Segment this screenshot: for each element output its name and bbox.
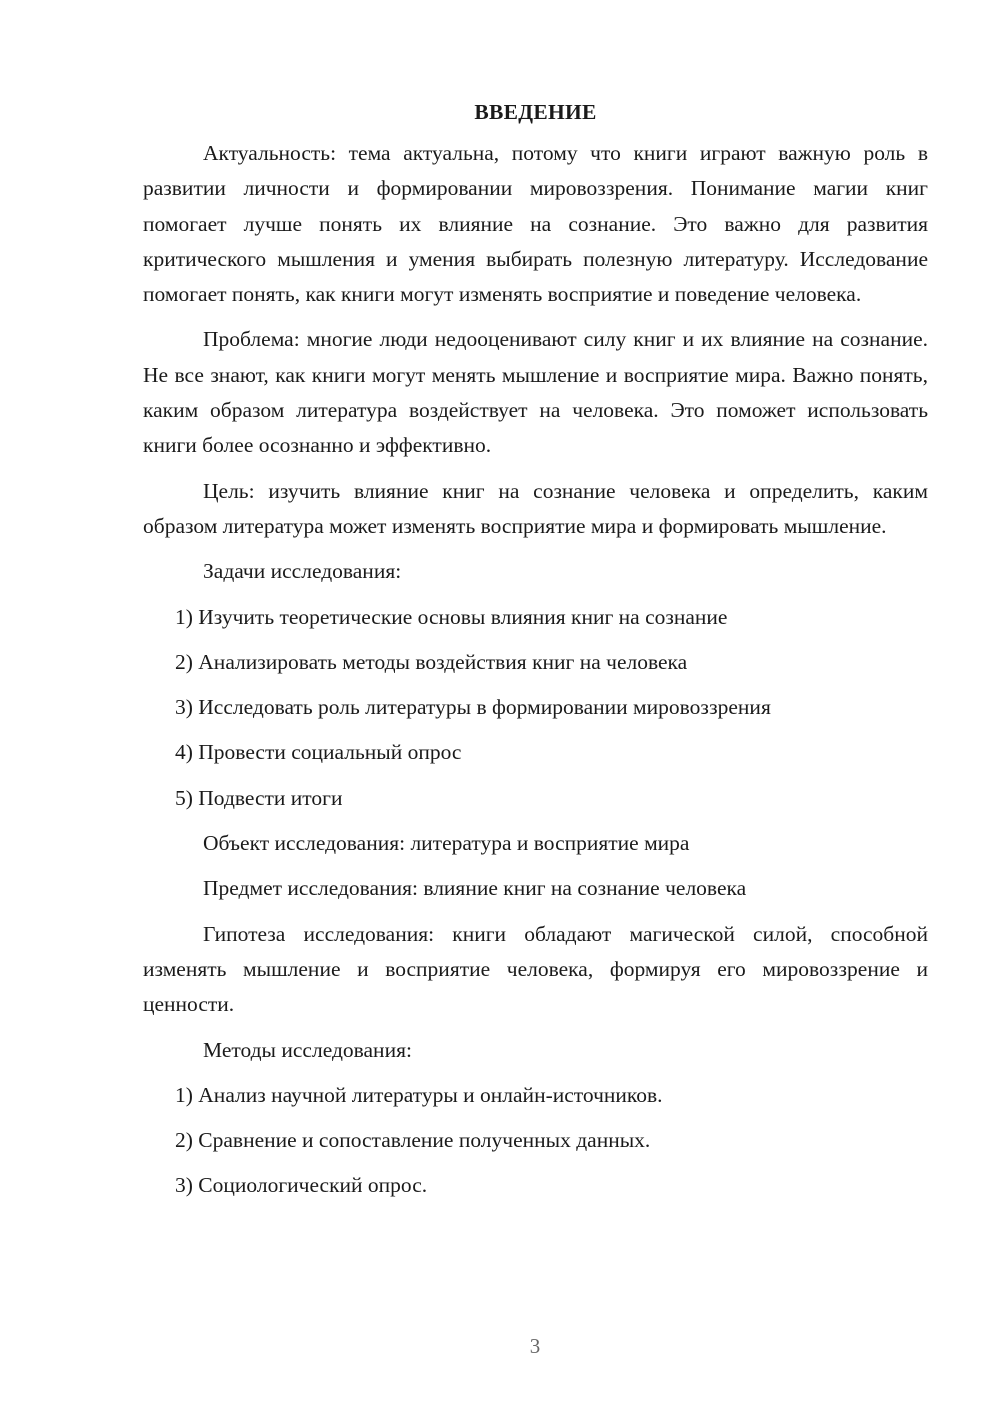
problem-paragraph: Проблема: многие люди недооценивают силу книг и их влияние на сознание. Не все знают, как книги могут менять мышление и восприятие мира. Важно понять, каким образом литература воздействует на человека. Это поможет использовать книги более осознанно и эффективно. [143, 327, 928, 458]
task-item-1: 1) Изучить теоретические основы влияния книг на сознание [175, 604, 728, 629]
document-title: ВВЕДЕНИЕ [474, 100, 597, 124]
task-item-2: 2) Анализировать методы воздействия книг на человека [175, 649, 688, 674]
task-item-5: 5) Подвести итоги [175, 785, 343, 810]
methods-heading: Методы исследования: [203, 1037, 412, 1062]
research-object: Объект исследования: литература и восприятие мира [203, 831, 690, 856]
relevance-paragraph: Актуальность: тема актуальна, потому что книги играют важную роль в развитии личности и формировании мировоззрения. Понимание магии книг помогает лучше понять их влияние на сознание. Это важно для развития критического мышления и умения выбирать полезную литературу. Исследование помогает понять, как книги могут изменять восприятие и поведение человека. [143, 141, 928, 307]
page-number: 3 [529, 1334, 541, 1358]
method-item-3: 3) Социологический опрос. [175, 1173, 428, 1198]
task-item-3: 3) Исследовать роль литературы в формировании мировоззрения [175, 695, 771, 720]
task-item-4: 4) Провести социальный опрос [175, 740, 462, 765]
hypothesis-paragraph: Гипотеза исследования: книги обладают магической силой, способной изменять мышление и восприятие человека, формируя его мировоззрение и ценности. [143, 921, 928, 1017]
method-item-1: 1) Анализ научной литературы и онлайн-источников. [175, 1082, 663, 1107]
goal-paragraph: Цель: изучить влияние книг на сознание человека и определить, каким образом литература может изменять восприятие мира и формировать мышление. [143, 478, 928, 538]
tasks-heading: Задачи исследования: [203, 559, 402, 584]
research-subject: Предмет исследования: влияние книг на сознание человека [203, 876, 747, 901]
method-item-2: 2) Сравнение и сопоставление полученных данных. [175, 1128, 651, 1153]
document-page [143, 96, 928, 1214]
